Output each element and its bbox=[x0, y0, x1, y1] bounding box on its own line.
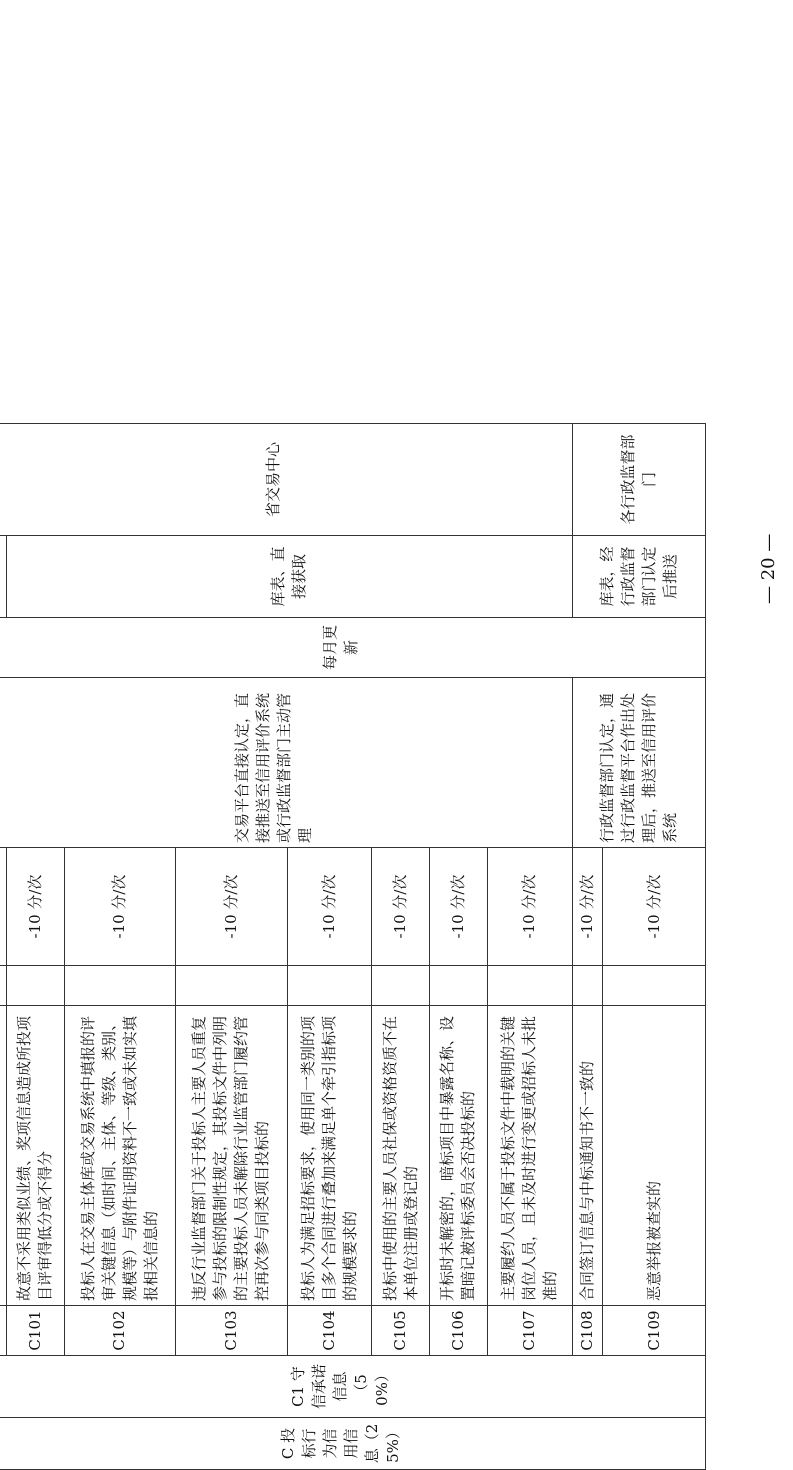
source-cell-platform: 交易平台直接认定，直接推送至信用评价系统或行政监督部门主动管理 bbox=[0, 678, 572, 848]
code-cell: C105 bbox=[372, 1306, 430, 1356]
table-row bbox=[6, 424, 64, 1470]
code-cell: C102 bbox=[64, 1306, 176, 1356]
credit-indicator-table bbox=[0, 423, 706, 1470]
rotated-table-page bbox=[0, 424, 706, 1470]
level2-cell: C1 守信承诺信息（50%） bbox=[0, 1356, 706, 1418]
indicator-cell: 恶意举报被查实的 bbox=[603, 1006, 706, 1306]
score-cell bbox=[176, 966, 288, 1006]
table-row bbox=[572, 424, 603, 1470]
score-cell bbox=[6, 966, 64, 1006]
rule-cell: -10 分/次 bbox=[176, 848, 288, 966]
rule-cell: -10 分/次 bbox=[64, 848, 176, 966]
page-number: — 20 — bbox=[758, 533, 779, 604]
score-cell bbox=[603, 966, 706, 1006]
indicator-cell: 投标中使用的主要人员社保或资格资质不在本单位注册或登记的 bbox=[372, 1006, 430, 1306]
period-cell: 每月更新 bbox=[0, 618, 706, 678]
share-cell-pushed: 库表，经行政监督部门认定后推送 bbox=[572, 536, 706, 618]
rule-cell: -10 分/次 bbox=[603, 848, 706, 966]
code-cell: C106 bbox=[430, 1306, 488, 1356]
subject-cell-center: 省交易中心 bbox=[0, 424, 572, 536]
rule-cell: -10 分/次 bbox=[6, 848, 64, 966]
score-cell bbox=[287, 966, 372, 1006]
score-cell bbox=[64, 966, 176, 1006]
rule-cell: -10 分/次 bbox=[372, 848, 430, 966]
rule-cell: -10 分/次 bbox=[287, 848, 372, 966]
code-cell: C108 bbox=[572, 1306, 603, 1356]
score-cell bbox=[572, 966, 603, 1006]
subject-cell-departments: 各行政监督部门 bbox=[572, 424, 706, 536]
indicator-cell: 投标人为满足招标要求，使用同一类别的项目多个合同进行叠加来满足单个牵引指标项的规模要求的 bbox=[287, 1006, 372, 1306]
source-cell-supervision: 行政监督部门认定，通过行政监督平台作出处理后，推送至信用评价系统 bbox=[572, 678, 706, 848]
score-cell bbox=[372, 966, 430, 1006]
code-cell: C101 bbox=[6, 1306, 64, 1356]
rule-cell: -10 分/次 bbox=[572, 848, 603, 966]
rule-cell: -10 分/次 bbox=[487, 848, 572, 966]
indicator-cell: 主要履约人员不属于投标文件中载明的关键岗位人员，且未及时进行变更或招标人未批准的 bbox=[487, 1006, 572, 1306]
rule-cell: -10 分/次 bbox=[430, 848, 488, 966]
indicator-cell: 违反行业监督部门关于投标人主要人员重复参与投标的限制性规定，其投标文件中列明的主要投标人员未解除行业监管部门履约管控再次参与同类项目投标的 bbox=[176, 1006, 288, 1306]
code-cell: C104 bbox=[287, 1306, 372, 1356]
indicator-cell: 投标人在交易主体库或交易系统中填报的评审关键信息（如时间、主体、等级、类别、规模等）与附件证明资料不一致或未如实填报相关信息的 bbox=[64, 1006, 176, 1306]
code-cell: C109 bbox=[603, 1306, 706, 1356]
score-cell bbox=[430, 966, 488, 1006]
score-cell bbox=[487, 966, 572, 1006]
indicator-cell: 开标时未解密的，暗标项目中暴露名称、设置暗记被评标委员会否决投标的 bbox=[430, 1006, 488, 1306]
code-cell: C103 bbox=[176, 1306, 288, 1356]
indicator-cell: 合同签订信息与中标通知书不一致的 bbox=[572, 1006, 603, 1306]
indicator-cell: 故意不采用类似业绩、奖项信息造成所投项目评审得低分或不得分 bbox=[6, 1006, 64, 1306]
level1-cell: C 投标行为信用信息（25%） bbox=[0, 1418, 706, 1470]
code-cell: C107 bbox=[487, 1306, 572, 1356]
share-cell-table: 库表、直接获取 bbox=[6, 536, 572, 618]
